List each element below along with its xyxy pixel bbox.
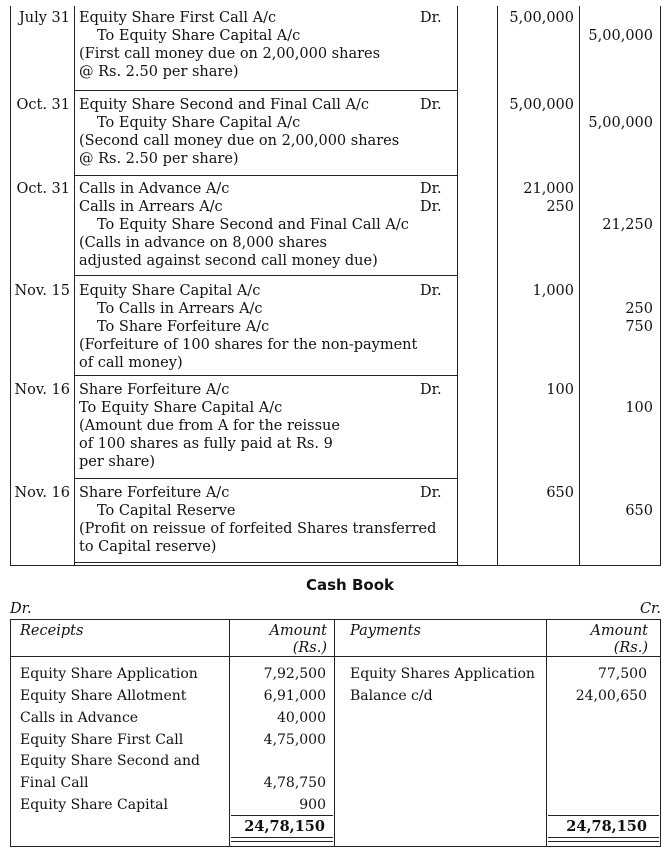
entry-separator: [74, 562, 458, 563]
journal-right-border: [660, 6, 661, 565]
entry-account-line: To Equity Share Capital A/c: [97, 28, 301, 44]
receipt-amount: 7,92,500: [263, 666, 326, 682]
entry-narration: adjusted against second call money due): [79, 253, 378, 269]
receipt-amount: 4,75,000: [263, 732, 326, 748]
entry-narration: to Capital reserve): [79, 539, 217, 555]
entry-account-line: To Equity Share Capital A/c: [79, 400, 283, 416]
journal-bottom-border: [10, 565, 661, 566]
dr-marker: Dr.: [420, 283, 442, 299]
cash-book-title: Cash Book: [306, 576, 394, 594]
receipts-total-rule-bottom: [231, 837, 333, 838]
receipt-amount: 40,000: [277, 710, 326, 726]
credit-amount: 100: [625, 400, 653, 416]
entry-account-line: Share Forfeiture A/c: [79, 382, 230, 398]
debit-amount: 100: [546, 382, 574, 398]
receipts-total: 24,78,150: [244, 818, 325, 835]
payments-total: 24,78,150: [566, 818, 647, 835]
entry-account-line: To Equity Share Capital A/c: [97, 115, 301, 131]
entry-separator: [74, 275, 458, 276]
receipt-amount: 900: [299, 797, 326, 813]
entry-narration: (First call money due on 2,00,000 shares: [79, 46, 381, 62]
entry-narration: @ Rs. 2.50 per share): [79, 151, 239, 167]
entry-date: Oct. 31: [16, 181, 70, 197]
entry-narration: @ Rs. 2.50 per share): [79, 64, 239, 80]
entry-narration: (Calls in advance on 8,000 shares: [79, 235, 327, 251]
entry-narration: of 100 shares as fully paid at Rs. 9: [79, 436, 333, 452]
entry-narration: per share): [79, 454, 155, 470]
payments-header: Payments: [350, 623, 421, 639]
entry-account-line: Equity Share First Call A/c: [79, 10, 277, 26]
dr-marker: Dr.: [420, 199, 442, 215]
credit-amount: 750: [625, 319, 653, 335]
receipt-label: Equity Share Second and: [20, 753, 200, 769]
entry-account-line: To Calls in Arrears A/c: [97, 301, 263, 317]
entry-separator: [74, 375, 458, 376]
dr-label: Dr.: [10, 601, 32, 617]
receipts-header: Receipts: [20, 623, 84, 639]
receipts-amount-header: Amount: [269, 623, 327, 639]
entry-account-line: Share Forfeiture A/c: [79, 485, 230, 501]
credit-amount: 250: [625, 301, 653, 317]
entry-narration: of call money): [79, 355, 183, 371]
payment-amount: 77,500: [598, 666, 647, 682]
entry-narration: (Forfeiture of 100 shares for the non-payment: [79, 337, 418, 353]
credit-amount: 5,00,000: [588, 115, 653, 131]
entry-date: Nov. 16: [14, 485, 70, 501]
receipt-amount: 6,91,000: [263, 688, 326, 704]
receipt-label: Equity Share Allotment: [20, 688, 187, 704]
cash-book-left-border: [10, 619, 11, 847]
cash-book-bottom-border: [10, 846, 661, 847]
cash-book-right-border: [660, 619, 661, 847]
dr-marker: Dr.: [420, 10, 442, 26]
entry-account-line: To Share Forfeiture A/c: [97, 319, 270, 335]
dr-marker: Dr.: [420, 181, 442, 197]
payment-amount: 24,00,650: [575, 688, 647, 704]
payments-total-rule-double: [548, 841, 659, 842]
entry-date: Oct. 31: [16, 97, 70, 113]
entry-date: July 31: [18, 10, 70, 26]
receipt-label: Equity Share Capital: [20, 797, 168, 813]
cash-book-top-border: [10, 619, 661, 620]
entry-account-line: Calls in Arrears A/c: [79, 199, 223, 215]
receipt-label: Final Call: [20, 775, 89, 791]
journal-debit-divider: [579, 6, 580, 565]
payments-total-rule-bottom: [548, 837, 659, 838]
entry-narration: (Amount due from A for the reissue: [79, 418, 340, 434]
credit-amount: 21,250: [602, 217, 653, 233]
debit-amount: 650: [546, 485, 574, 501]
dr-marker: Dr.: [420, 485, 442, 501]
receipt-amount: 4,78,750: [263, 775, 326, 791]
receipts-total-rule-double: [231, 841, 333, 842]
entry-account-line: Equity Share Second and Final Call A/c: [79, 97, 370, 113]
payment-label: Balance c/d: [350, 688, 433, 704]
cash-book-center-divider: [334, 619, 335, 847]
payments-amount-header: Amount: [590, 623, 648, 639]
debit-amount: 5,00,000: [509, 97, 574, 113]
entry-account-line: Calls in Advance A/c: [79, 181, 230, 197]
entry-separator: [74, 478, 458, 479]
payments-total-rule-top: [548, 815, 659, 816]
dr-marker: Dr.: [420, 382, 442, 398]
debit-amount: 5,00,000: [509, 10, 574, 26]
entry-account-line: To Capital Reserve: [97, 503, 236, 519]
receipt-label: Equity Share Application: [20, 666, 198, 682]
entry-date: Nov. 15: [14, 283, 70, 299]
credit-amount: 5,00,000: [588, 28, 653, 44]
entry-account-line: To Equity Share Second and Final Call A/c: [97, 217, 409, 233]
credit-amount: 650: [625, 503, 653, 519]
payment-label: Equity Shares Application: [350, 666, 535, 682]
receipts-rs-header: (Rs.): [292, 640, 327, 656]
entry-narration: (Second call money due on 2,00,000 shares: [79, 133, 400, 149]
debit-amount: 1,000: [532, 283, 574, 299]
debit-amount: 21,000: [523, 181, 574, 197]
dr-marker: Dr.: [420, 97, 442, 113]
debit-amount: 250: [546, 199, 574, 215]
receipt-label: Calls in Advance: [20, 710, 139, 726]
receipt-label: Equity Share First Call: [20, 732, 184, 748]
cr-label: Cr.: [639, 601, 661, 617]
entry-date: Nov. 16: [14, 382, 70, 398]
payments-rs-header: (Rs.): [613, 640, 648, 656]
entry-separator: [74, 90, 458, 91]
receipts-total-rule-top: [231, 815, 333, 816]
entry-narration: (Profit on reissue of forfeited Shares transferred: [79, 521, 437, 537]
entry-account-line: Equity Share Capital A/c: [79, 283, 261, 299]
entry-separator: [74, 175, 458, 176]
